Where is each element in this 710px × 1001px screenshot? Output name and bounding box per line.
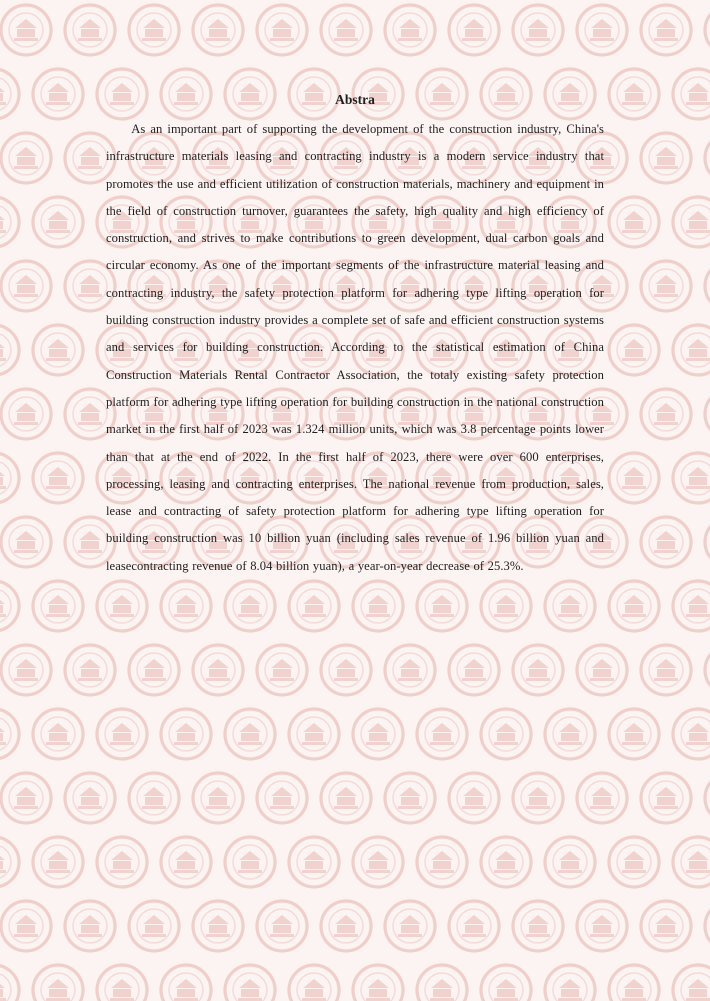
seal-logo-icon bbox=[641, 517, 691, 567]
seal-logo-icon bbox=[577, 5, 627, 55]
seal-logo-icon bbox=[417, 837, 467, 887]
seal-logo-icon bbox=[641, 773, 691, 823]
seal-logo-icon bbox=[0, 197, 19, 247]
seal-logo-icon bbox=[129, 773, 179, 823]
seal-logo-icon bbox=[97, 837, 147, 887]
seal-logo-icon bbox=[225, 709, 275, 759]
seal-logo-icon bbox=[417, 965, 467, 1001]
seal-logo-icon bbox=[353, 837, 403, 887]
seal-logo-icon bbox=[33, 197, 83, 247]
seal-logo-icon bbox=[673, 453, 710, 503]
seal-logo-icon bbox=[321, 773, 371, 823]
seal-logo-icon bbox=[33, 69, 83, 119]
seal-logo-icon bbox=[513, 5, 563, 55]
seal-logo-icon bbox=[33, 965, 83, 1001]
seal-logo-icon bbox=[257, 773, 307, 823]
seal-logo-icon bbox=[577, 645, 627, 695]
seal-logo-icon bbox=[673, 69, 710, 119]
seal-logo-icon bbox=[0, 325, 19, 375]
seal-logo-icon bbox=[353, 581, 403, 631]
seal-logo-icon bbox=[609, 197, 659, 247]
seal-logo-icon bbox=[705, 133, 710, 183]
seal-logo-icon bbox=[513, 645, 563, 695]
seal-logo-icon bbox=[321, 645, 371, 695]
seal-logo-icon bbox=[193, 645, 243, 695]
seal-logo-icon bbox=[577, 773, 627, 823]
seal-logo-icon bbox=[0, 581, 19, 631]
seal-logo-icon bbox=[225, 965, 275, 1001]
seal-logo-icon bbox=[65, 773, 115, 823]
seal-logo-icon bbox=[641, 901, 691, 951]
seal-logo-icon bbox=[513, 901, 563, 951]
seal-logo-icon bbox=[289, 837, 339, 887]
seal-logo-icon bbox=[609, 69, 659, 119]
seal-logo-icon bbox=[289, 965, 339, 1001]
seal-logo-icon bbox=[257, 901, 307, 951]
seal-logo-icon bbox=[193, 773, 243, 823]
seal-logo-icon bbox=[65, 645, 115, 695]
seal-logo-icon bbox=[705, 261, 710, 311]
seal-logo-icon bbox=[1, 133, 51, 183]
seal-logo-icon bbox=[449, 645, 499, 695]
seal-logo-icon bbox=[609, 837, 659, 887]
seal-logo-icon bbox=[97, 965, 147, 1001]
seal-logo-icon bbox=[705, 5, 710, 55]
seal-logo-icon bbox=[225, 581, 275, 631]
seal-logo-icon bbox=[673, 837, 710, 887]
seal-logo-icon bbox=[641, 261, 691, 311]
seal-logo-icon bbox=[545, 837, 595, 887]
seal-logo-icon bbox=[161, 581, 211, 631]
seal-logo-icon bbox=[705, 517, 710, 567]
seal-logo-icon bbox=[1, 901, 51, 951]
seal-logo-icon bbox=[1, 517, 51, 567]
seal-logo-icon bbox=[385, 5, 435, 55]
seal-logo-icon bbox=[1, 645, 51, 695]
seal-logo-icon bbox=[705, 901, 710, 951]
seal-logo-icon bbox=[33, 581, 83, 631]
seal-logo-icon bbox=[225, 837, 275, 887]
seal-logo-icon bbox=[545, 965, 595, 1001]
abstract-page bbox=[106, 90, 604, 580]
seal-logo-icon bbox=[673, 581, 710, 631]
seal-logo-icon bbox=[641, 133, 691, 183]
seal-logo-icon bbox=[705, 389, 710, 439]
seal-logo-icon bbox=[417, 581, 467, 631]
seal-logo-icon bbox=[481, 709, 531, 759]
seal-logo-icon bbox=[481, 965, 531, 1001]
seal-logo-icon bbox=[1, 261, 51, 311]
seal-logo-icon bbox=[289, 709, 339, 759]
seal-logo-icon bbox=[97, 581, 147, 631]
seal-logo-icon bbox=[609, 581, 659, 631]
seal-logo-icon bbox=[193, 5, 243, 55]
seal-logo-icon bbox=[161, 837, 211, 887]
seal-logo-icon bbox=[161, 709, 211, 759]
seal-logo-icon bbox=[1, 389, 51, 439]
seal-logo-icon bbox=[641, 645, 691, 695]
seal-logo-icon bbox=[257, 5, 307, 55]
seal-logo-icon bbox=[449, 773, 499, 823]
seal-logo-icon bbox=[641, 389, 691, 439]
seal-logo-icon bbox=[129, 645, 179, 695]
seal-logo-icon bbox=[353, 965, 403, 1001]
seal-logo-icon bbox=[0, 837, 19, 887]
seal-logo-icon bbox=[1, 5, 51, 55]
seal-logo-icon bbox=[385, 773, 435, 823]
seal-logo-icon bbox=[0, 709, 19, 759]
seal-logo-icon bbox=[609, 709, 659, 759]
seal-logo-icon bbox=[673, 709, 710, 759]
seal-logo-icon bbox=[321, 901, 371, 951]
seal-logo-icon bbox=[353, 709, 403, 759]
seal-logo-icon bbox=[33, 453, 83, 503]
seal-logo-icon bbox=[609, 965, 659, 1001]
seal-logo-icon bbox=[641, 5, 691, 55]
seal-logo-icon bbox=[673, 965, 710, 1001]
seal-logo-icon bbox=[385, 645, 435, 695]
seal-logo-icon bbox=[417, 709, 467, 759]
seal-logo-icon bbox=[513, 773, 563, 823]
seal-logo-icon bbox=[65, 901, 115, 951]
seal-logo-icon bbox=[577, 901, 627, 951]
seal-logo-icon bbox=[257, 645, 307, 695]
seal-logo-icon bbox=[673, 325, 710, 375]
seal-logo-icon bbox=[481, 581, 531, 631]
seal-logo-icon bbox=[705, 645, 710, 695]
seal-logo-icon bbox=[97, 709, 147, 759]
seal-logo-icon bbox=[449, 5, 499, 55]
abstract-paragraph: As an important part of supporting the development of the construction industry, China's infrastructure materials leasing and contracting industry is a modern service industry that promotes the use and efficient utilization of construction materials, machinery and equipment in the field of construction turnover, guarantees the safety, high quality and high efficiency of construction, and strives to make contributions to green development, dual carbon goals and circular economy. As one of the important segments of the infrastructure material leasing and contracting industry, the safety protection platform for adhering type lifting operation for building construction industry provides a complete set of safe and efficient construction systems and services for building construction. According to the statistical estimation of China Construction Materials Rental Contractor Association, the totaly existing safety protection platform for adhering type lifting operation for building construction in the national construction market in the first half of 2023 was 1.324 million units, which was 3.8 percentage points lower than that at the end of 2022. In the first half of 2023, there were over 600 enterprises, processing, leasing and contracting enterprises. The national revenue from production, sales, lease and contracting of safety protection platform for adhering type lifting operation for building construction was 10 billion yuan (including sales revenue of 1.96 billion yuan and leasecontracting revenue of 8.04 billion yuan), a year-on-year decrease of 25.3%. bbox=[106, 122, 604, 573]
seal-logo-icon bbox=[33, 325, 83, 375]
seal-logo-icon bbox=[0, 965, 19, 1001]
seal-logo-icon bbox=[193, 901, 243, 951]
seal-logo-icon bbox=[673, 197, 710, 247]
seal-logo-icon bbox=[1, 773, 51, 823]
seal-logo-icon bbox=[0, 69, 19, 119]
seal-logo-icon bbox=[545, 581, 595, 631]
seal-logo-icon bbox=[481, 837, 531, 887]
page-title: Abstra bbox=[335, 92, 375, 107]
seal-logo-icon bbox=[289, 581, 339, 631]
seal-logo-icon bbox=[385, 901, 435, 951]
seal-logo-icon bbox=[449, 901, 499, 951]
seal-logo-icon bbox=[129, 5, 179, 55]
seal-logo-icon bbox=[609, 453, 659, 503]
seal-logo-icon bbox=[33, 837, 83, 887]
seal-logo-icon bbox=[0, 453, 19, 503]
seal-logo-icon bbox=[321, 5, 371, 55]
seal-logo-icon bbox=[545, 709, 595, 759]
seal-logo-icon bbox=[65, 5, 115, 55]
seal-logo-icon bbox=[33, 709, 83, 759]
seal-logo-icon bbox=[705, 773, 710, 823]
seal-logo-icon bbox=[161, 965, 211, 1001]
seal-logo-icon bbox=[129, 901, 179, 951]
seal-logo-icon bbox=[609, 325, 659, 375]
